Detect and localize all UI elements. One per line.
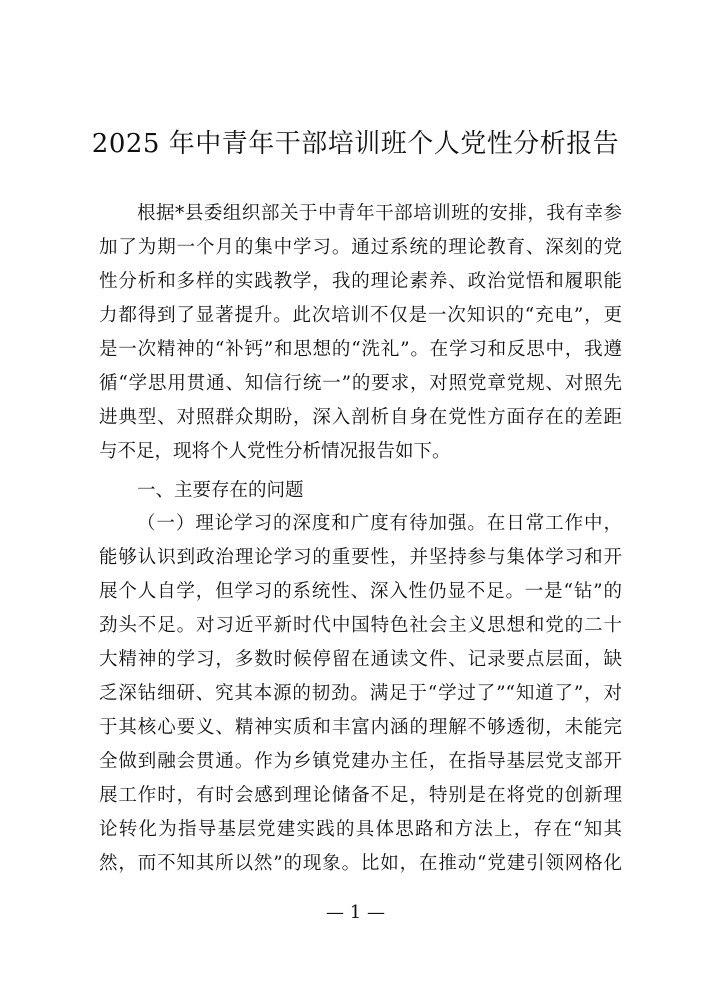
paragraph-line: 加了为期一个月的集中学习。通过系统的理论教育、深刻的党 — [99, 237, 622, 258]
paragraph-line: 进典型、对照群众期盼，深入剖析自身在党性方面存在的差距 — [99, 407, 622, 428]
paragraph-line: 展工作时，有时会感到理论储备不足，特别是在将党的创新理 — [99, 785, 622, 806]
paragraph-line: 展个人自学，但学习的系统性、深入性仍显不足。一是“钻”的 — [99, 581, 622, 602]
paragraph-line: 根据*县委组织部关于中青年干部培训班的安排，我有幸参 — [137, 203, 622, 224]
paragraph-line: 循“学思用贯通、知信行统一”的要求，对照党章党规、对照先 — [99, 373, 622, 394]
paragraph-line: 能够认识到政治理论学习的重要性，并坚持参与集体学习和开 — [99, 547, 622, 568]
document-title: 2025 年中青年干部培训班个人党性分析报告 — [91, 129, 620, 159]
paragraph-line: 与不足，现将个人党性分析情况报告如下。 — [99, 441, 451, 462]
paragraph-line: 性分析和多样的实践教学，我的理论素养、政治觉悟和履职能 — [99, 271, 622, 292]
paragraph-line: 是一次精神的“补钙”和思想的“洗礼”。在学习和反思中，我遵 — [99, 339, 622, 360]
section-heading: 一、主要存在的问题 — [137, 480, 304, 501]
paragraph-line: 论转化为指导基层党建实践的具体思路和方法上，存在“知其 — [99, 819, 622, 840]
paragraph-line: 全做到融会贯通。作为乡镇党建办主任，在指导基层党支部开 — [99, 751, 622, 772]
paragraph-line: （一）理论学习的深度和广度有待加强。在日常工作中， — [137, 513, 622, 534]
paragraph-line: 劲头不足。对习近平新时代中国特色社会主义思想和党的二十 — [99, 615, 622, 636]
paragraph-line: 力都得到了显著提升。此次培训不仅是一次知识的“充电”，更 — [99, 305, 622, 326]
paragraph-line: 大精神的学习，多数时候停留在通读文件、记录要点层面，缺 — [99, 649, 622, 670]
paragraph-line: 于其核心要义、精神实质和丰富内涵的理解不够透彻，未能完 — [99, 717, 622, 738]
paragraph-line: 然，而不知其所以然”的现象。比如，在推动“党建引领网格化 — [99, 853, 622, 874]
paragraph-line: 乏深钻细研、究其本源的韧劲。满足于“学过了”“知道了”，对 — [99, 683, 622, 704]
page-number: — 1 — — [326, 902, 385, 923]
